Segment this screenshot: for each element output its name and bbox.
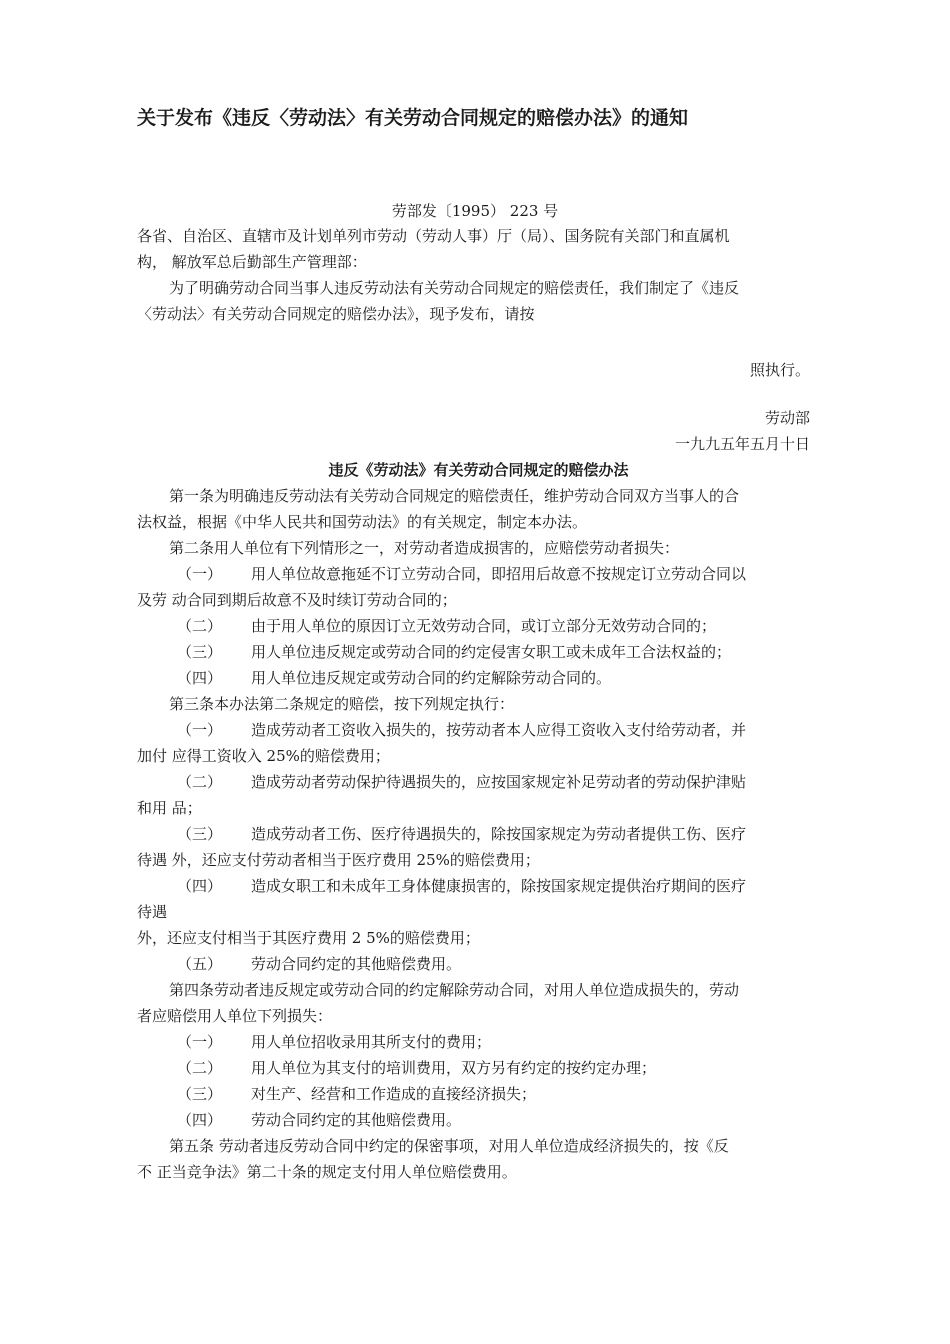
item-number: （二） (177, 773, 223, 791)
item-number: （一） (177, 565, 223, 583)
article-3-item (137, 717, 820, 743)
article-3-item (137, 873, 820, 899)
item-number: （四） (177, 877, 223, 895)
item-number: （四） (177, 1111, 223, 1129)
item-number: （五） (177, 955, 223, 973)
item-number: （二） (177, 1059, 223, 1077)
item-text: 造成劳动者工伤、医疗待遇损失的，除按国家规定为劳动者提供工伤、医疗 (251, 825, 747, 843)
measures-title: 违反《劳动法》有关劳动合同规定的赔偿办法 (328, 461, 629, 479)
item-number: （三） (177, 1085, 223, 1103)
article-4-item (137, 1081, 820, 1107)
article-2-item (137, 613, 820, 639)
article-4-item (137, 1107, 820, 1133)
item-text: 用人单位违反规定或劳动合同的约定解除劳动合同的。 (251, 669, 612, 687)
article-3-item (137, 821, 820, 847)
item-text: 造成女职工和未成年工身体健康损害的，除按国家规定提供治疗期间的医疗 (251, 877, 747, 895)
article-3-item (137, 769, 820, 795)
notice-title: 关于发布《违反〈劳动法〉有关劳动合同规定的赔偿办法》的通知 (137, 107, 689, 129)
article-2-item-cont: 及劳 动合同到期后故意不及时续订劳动合同的； (137, 591, 457, 609)
item-text: 用人单位故意拖延不订立劳动合同，即招用后故意不按规定订立劳动合同以 (251, 565, 747, 583)
item-text: 造成劳动者工资收入损失的，按劳动者本人应得工资收入支付给劳动者，并 (251, 721, 747, 739)
article-2-item (137, 639, 820, 665)
article-4-item (137, 1055, 820, 1081)
issuer: 劳动部 (764, 409, 810, 427)
intro-paragraph-line: 〈劳动法〉有关劳动合同规定的赔偿办法》，现予发布，请按 (137, 305, 535, 323)
article-3: 第三条本办法第二条规定的赔偿，按下列规定执行： (169, 695, 515, 713)
document-body (137, 223, 820, 1185)
item-text: 造成劳动者劳动保护待遇损失的，应按国家规定补足劳动者的劳动保护津贴 (251, 773, 747, 791)
item-number: （三） (177, 643, 223, 661)
item-number: （二） (177, 617, 223, 635)
item-number: （三） (177, 825, 223, 843)
article-4-line: 者应赔偿用人单位下列损失： (137, 1007, 333, 1025)
addressee-line: 构， 解放军总后勤部生产管理部： (137, 253, 367, 271)
item-number: （四） (177, 669, 223, 687)
item-text: 用人单位为其支付的培训费用，双方另有约定的按约定办理； (251, 1059, 657, 1077)
intro-paragraph-line: 照执行。 (749, 361, 810, 379)
article-1-line: 第一条为明确违反劳动法有关劳动合同规定的赔偿责任，维护劳动合同双方当事人的合 (169, 487, 740, 505)
article-5-line: 不 正当竞争法》第二十条的规定支付用人单位赔偿费用。 (137, 1163, 517, 1181)
article-3-item-cont: 外，还应支付相当于其医疗费用 2 5%的赔偿费用； (137, 929, 480, 947)
item-number: （一） (177, 721, 223, 739)
article-2: 第二条用人单位有下列情形之一，对劳动者造成损害的，应赔偿劳动者损失： (169, 539, 680, 557)
article-3-item (137, 951, 820, 977)
issue-date: 一九九五年五月十日 (674, 435, 810, 453)
item-text: 劳动合同约定的其他赔偿费用。 (251, 955, 462, 973)
article-2-item (137, 665, 820, 691)
article-3-item-cont: 和用 品； (137, 799, 202, 817)
item-text: 用人单位招收录用其所支付的费用； (251, 1033, 492, 1051)
article-5-line: 第五条 劳动者违反劳动合同中约定的保密事项，对用人单位造成经济损失的，按《反 (169, 1137, 729, 1155)
document-number: 劳部发〔1995） 223 号 (391, 202, 559, 220)
article-3-item-cont: 待遇 外，还应支付劳动者相当于医疗费用 25%的赔偿费用； (137, 851, 540, 869)
article-4-line: 第四条劳动者违反规定或劳动合同的约定解除劳动合同，对用人单位造成损失的，劳动 (169, 981, 740, 999)
article-2-item (137, 561, 820, 587)
article-3-item-cont: 待遇 (137, 903, 168, 921)
article-3-item-cont: 加付 应得工资收入 25%的赔偿费用； (137, 747, 390, 765)
item-text: 用人单位违反规定或劳动合同的约定侵害女职工或未成年工合法权益的； (251, 643, 732, 661)
article-4-item (137, 1029, 820, 1055)
intro-paragraph-line: 为了明确劳动合同当事人违反劳动法有关劳动合同规定的赔偿责任，我们制定了《违反 (169, 279, 740, 297)
item-text: 劳动合同约定的其他赔偿费用。 (251, 1111, 462, 1129)
item-text: 由于用人单位的原因订立无效劳动合同，或订立部分无效劳动合同的； (251, 617, 717, 635)
item-text: 对生产、经营和工作造成的直接经济损失； (251, 1085, 537, 1103)
addressee-line: 各省、自治区、直辖市及计划单列市劳动（劳动人事）厅（局）、国务院有关部门和直属机 (137, 227, 730, 245)
article-1-line: 法权益，根据《中华人民共和国劳动法》的有关规定，制定本办法。 (137, 513, 588, 531)
item-number: （一） (177, 1033, 223, 1051)
